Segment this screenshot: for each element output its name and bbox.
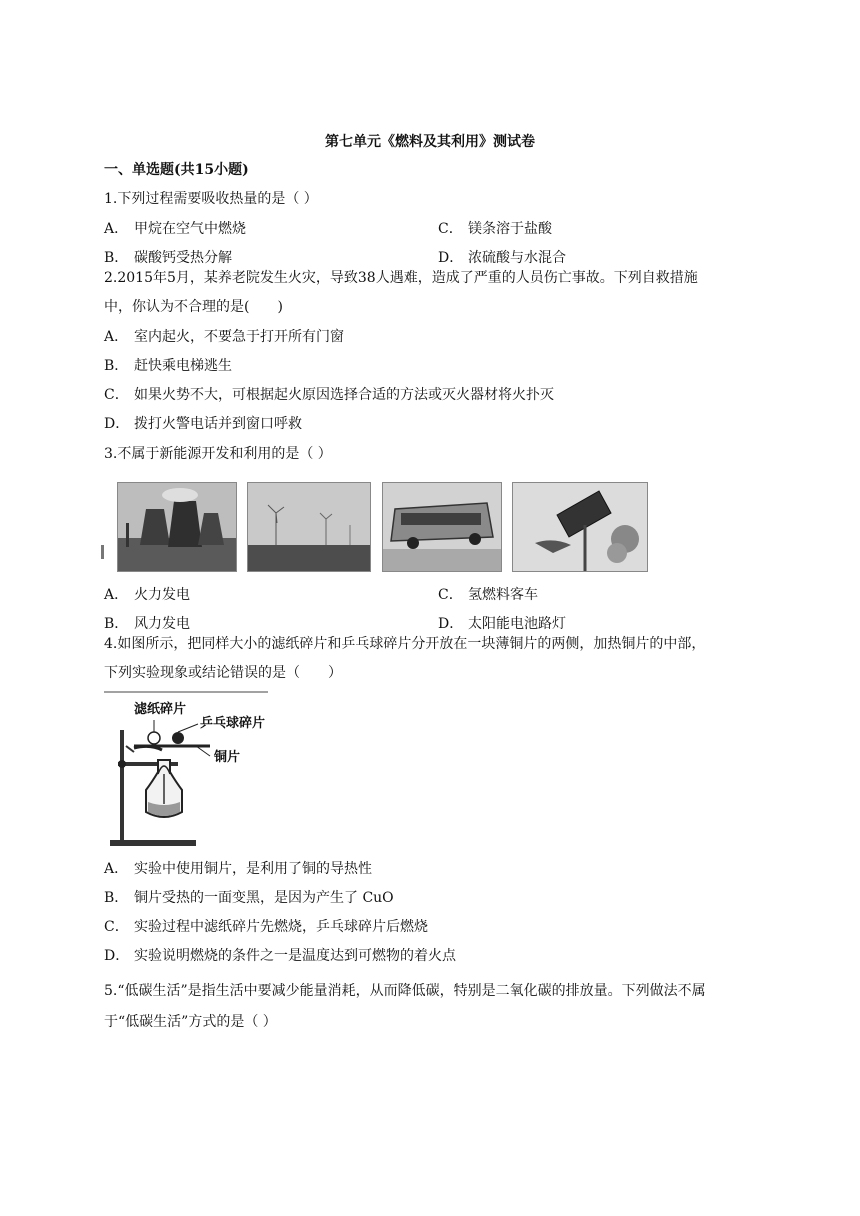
question-2-option-a xyxy=(104,327,344,347)
experiment-diagram xyxy=(104,690,270,848)
wind-turbines-image xyxy=(248,483,370,571)
option-text: 铜片受热的一面变黑，是因为产生了 CuO xyxy=(134,890,394,906)
option-letter: C． xyxy=(104,919,129,935)
option-text: 火力发电 xyxy=(134,587,190,603)
photo-thermal-power-plant xyxy=(117,482,237,572)
question-2-option-d xyxy=(104,414,302,434)
option-letter: D． xyxy=(438,250,464,266)
option-text: 浓硫酸与水混合 xyxy=(468,250,566,266)
option-letter: D． xyxy=(104,416,130,432)
option-text: 镁条溶于盐酸 xyxy=(468,221,552,237)
question-2-stem-line-2: 中，你认为不合理的是( ) xyxy=(104,299,283,315)
question-4-option-d xyxy=(104,946,456,966)
option-letter: A． xyxy=(104,329,129,345)
option-text: 赶快乘电梯逃生 xyxy=(134,358,232,374)
scan-mark xyxy=(101,545,104,559)
label-filter-paper: 滤纸碎片 xyxy=(134,702,187,717)
option-text: 氢燃料客车 xyxy=(468,587,538,603)
question-1-option-b xyxy=(104,248,232,268)
question-3-option-b xyxy=(104,614,190,634)
option-text: 甲烷在空气中燃烧 xyxy=(134,221,246,237)
question-5-stem-line-2: 于“低碳生活”方式的是（ ） xyxy=(104,1014,277,1030)
option-letter: B． xyxy=(104,890,129,906)
question-4-option-c xyxy=(104,917,428,937)
question-4-stem-line-1: 4.如图所示，把同样大小的滤纸碎片和乒乓球碎片分开放在一块薄铜片的两侧，加热铜片的中部， xyxy=(104,636,706,652)
question-3-option-c xyxy=(438,585,538,605)
label-copper-plate: 铜片 xyxy=(214,750,241,765)
question-4-stem-line-2: 下列实验现象或结论错误的是（ ） xyxy=(104,665,342,681)
option-text: 如果火势不大，可根据起火原因选择合适的方法或灭火器材将火扑灭 xyxy=(134,387,554,403)
option-text: 实验说明燃烧的条件之一是温度达到可燃物的着火点 xyxy=(134,948,456,964)
photo-wind-power xyxy=(247,482,371,572)
question-3-stem: 3.不属于新能源开发和利用的是（ ） xyxy=(104,446,332,462)
option-text: 实验中使用铜片，是利用了铜的导热性 xyxy=(134,861,372,877)
option-letter: A． xyxy=(104,587,129,603)
question-2-option-c xyxy=(104,385,554,405)
option-letter: D． xyxy=(438,616,464,632)
question-2-stem-line-1: 2.2015年5月，某养老院发生火灾，导致38人遇难，造成了严重的人员伤亡事故。下列自救措施 xyxy=(104,270,698,286)
question-1-option-a xyxy=(104,219,246,239)
cooling-towers-image xyxy=(118,483,236,571)
question-1-stem: 1.下列过程需要吸收热量的是（ ） xyxy=(104,191,318,207)
question-4-option-b xyxy=(104,888,394,908)
option-text: 碳酸钙受热分解 xyxy=(134,250,232,266)
option-text: 室内起火，不要急于打开所有门窗 xyxy=(134,329,344,345)
option-letter: C． xyxy=(438,221,463,237)
photo-hydrogen-bus xyxy=(382,482,502,572)
option-text: 太阳能电池路灯 xyxy=(468,616,566,632)
label-pingpong-fragment: 乒乓球碎片 xyxy=(200,716,266,731)
option-text: 风力发电 xyxy=(134,616,190,632)
option-letter: A． xyxy=(104,861,129,877)
option-letter: C． xyxy=(438,587,463,603)
page-title: 第七单元《燃料及其利用》测试卷 xyxy=(325,134,535,150)
question-3-option-d xyxy=(438,614,566,634)
section-heading: 一、单选题(共15小题) xyxy=(104,162,249,178)
option-letter: B． xyxy=(104,616,129,632)
question-1-option-d xyxy=(438,248,566,268)
question-2-option-b xyxy=(104,356,232,376)
solar-lamp-image xyxy=(513,483,647,571)
bus-image xyxy=(383,483,501,571)
option-text: 实验过程中滤纸碎片先燃烧，乒乓球碎片后燃烧 xyxy=(134,919,428,935)
question-5-stem-line-1: 5.“低碳生活”是指生活中要减少能量消耗，从而降低碳，特别是二氧化碳的排放量。下列做法不属 xyxy=(104,983,706,999)
option-letter: D． xyxy=(104,948,130,964)
photo-solar-street-lamp xyxy=(512,482,648,572)
question-4-option-a xyxy=(104,859,372,879)
option-letter: B． xyxy=(104,358,129,374)
option-letter: C． xyxy=(104,387,129,403)
option-letter: A． xyxy=(104,221,129,237)
option-text: 拨打火警电话并到窗口呼救 xyxy=(134,416,302,432)
question-1-option-c xyxy=(438,219,552,239)
option-letter: B． xyxy=(104,250,129,266)
question-3-option-a xyxy=(104,585,190,605)
